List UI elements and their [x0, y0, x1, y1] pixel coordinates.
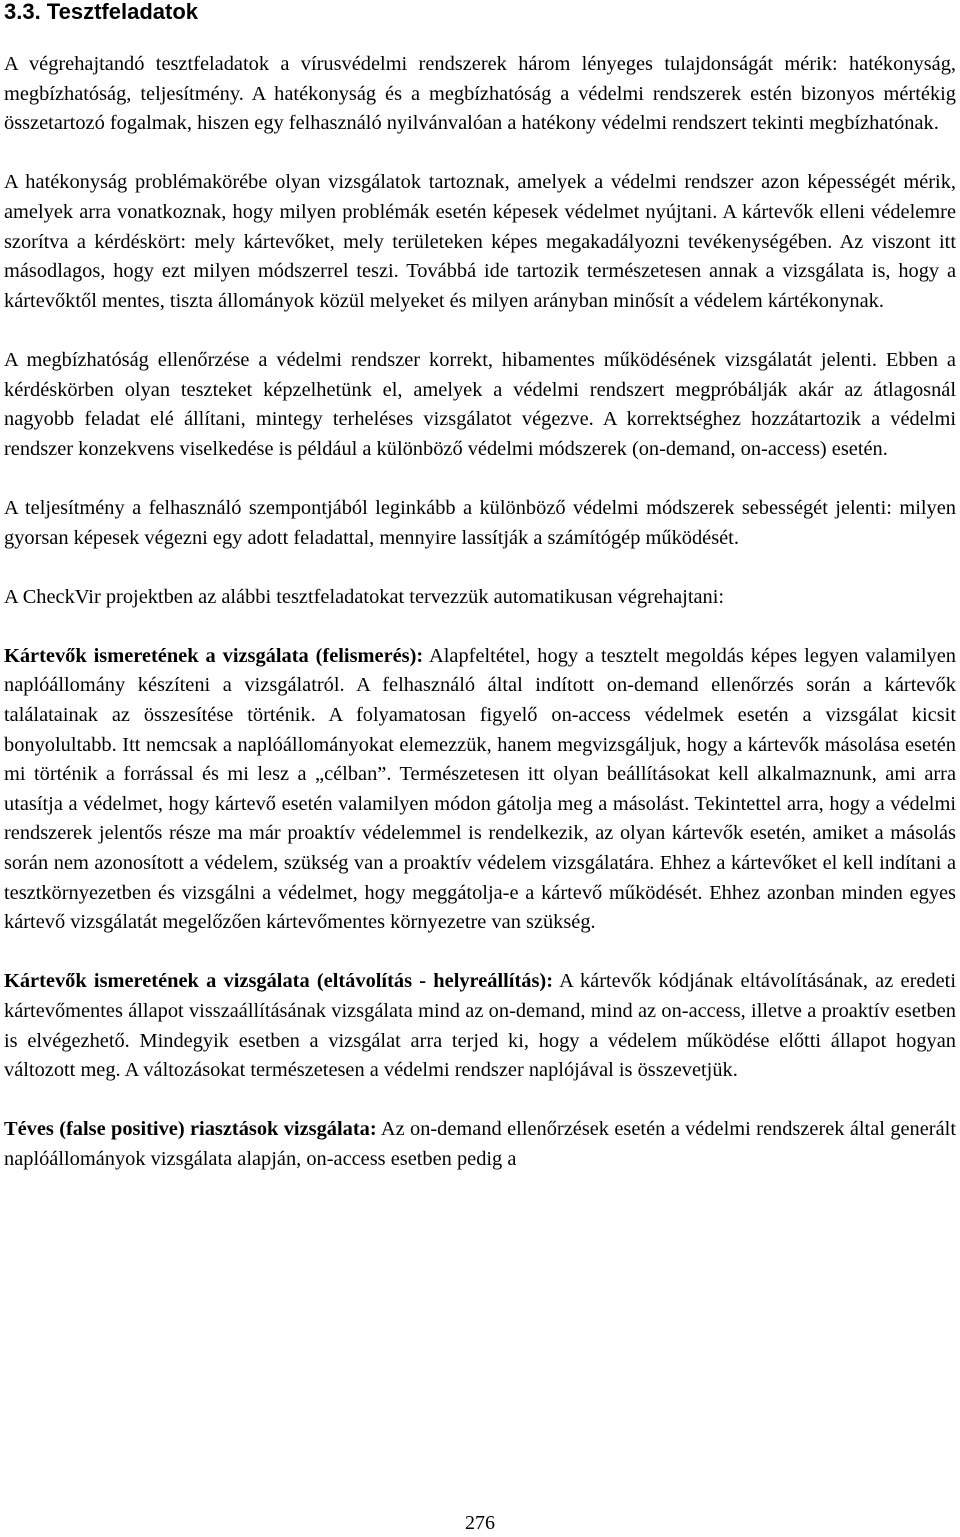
paragraph-eltavolitas: [4, 967, 956, 1085]
paragraph-text: A hatékonyság problémakörébe olyan vizsgálatok tartoznak, amelyek a védelmi rendszer azon képességét mérik, amelyek arra vonatkoznak, hogy milyen problémák esetén képesek védelmet nyújtani. A kártevők elleni védelemre szorítva a kérdéskört: mely kártevőket, mely területeken képes megakadályozni tevékenységében. Az viszont itt másodlagos, hogy ezt milyen módszerrel teszi. Továbbá ide tartozik természetesen annak a vizsgálata is, hogy a kártevőktől mentes, tiszta állományok közül melyeket és milyen arányban minősít a védelem kártékonynak.: [4, 171, 956, 312]
paragraph-hatekonysag: [4, 168, 956, 316]
paragraph-text: A kártevők kódjának eltávolításának, az eredeti kártevőmentes állapot visszaállításának vizsgálata mind az on-demand, mind az on-access, illetve a proaktív esetben is elvégezhető. Mindegyik esetben a vizsgálat arra terjed ki, hogy a védelem működése előtti állapot hogyan változott meg. A változásokat természetesen a védelmi rendszer naplójával is összevetjük.: [4, 970, 956, 1082]
paragraph-false-positive: [4, 1115, 956, 1174]
paragraph-text: A teljesítmény a felhasználó szempontjából leginkább a különböző védelmi módszerek sebességét jelenti: milyen gyorsan képesek végezni egy adott feladattal, mennyire lassítják a számítógép működését.: [4, 496, 956, 549]
paragraph-felismeres: [4, 642, 956, 938]
paragraph-intro: [4, 50, 956, 139]
section-title: 3.3. Tesztfeladatok: [4, 0, 198, 24]
paragraph-checkvir: [4, 583, 956, 613]
paragraph-text: Alapfeltétel, hogy a tesztelt megoldás képes legyen valamilyen naplóállomány készíteni a vizsgálatról. A felhasználó által indított on-demand ellenőrzés során a kártevők találatainak az összesítése történik. A folyamatosan figyelő on-access védelmek esetén a vizsgálat kicsit bonyolultabb. Itt nemcsak a naplóállományokat elemezzük, hanem megvizsgáljuk, hogy a kártevők másolása esetén mi történik a forrással és mi lesz a „célban”. Természetesen itt olyan beállításokat kell alkalmaznunk, ami arra utasítja a védelmet, hogy kártevő esetén valamilyen módon gátolja meg a másolást. Tekintettel arra, hogy a védelmi rendszerek jelentős része ma már proaktív védelemmel is rendelkezik, az olyan kártevők esetén, amiket a másolás során nem azonosított a védelem, szükség van a proaktív védelem vizsgálatára. Ehhez a kártevőket el kell indítani a tesztkörnyezetben és vizsgálni a védelmet, hogy meggátolja-e a kártevő működését. Ehhez azonban minden egyes kártevő vizsgálatát megelőzően kártevőmentes környezetre van szükség.: [4, 644, 957, 934]
document-page: [4, 0, 956, 1175]
paragraph-text: A megbízhatóság ellenőrzése a védelmi rendszer korrekt, hibamentes működésének vizsgálatát jelenti. Ebben a kérdéskörben olyan teszteket képzelhetünk el, amelyek a védelmi rendszert megpróbálják akár az átlagosnál nagyobb feladat elé állítani, mintegy terheléses vizsgálatot végezve. A korrektséghez hozzátartozik a védelmi rendszer konzekvens viselkedése is például a különböző védelmi módszerek (on-demand, on-access) esetén.: [4, 348, 956, 460]
paragraph-text: A végrehajtandó tesztfeladatok a vírusvédelmi rendszerek három lényeges tulajdonságát mérik: hatékonyság, megbízhatóság, teljesítmény. A hatékonyság és a megbízhatóság a védelmi rendszerek estén bizonyos mértékig összetartozó fogalmak, hiszen egy felhasználó nyilvánvalóan a hatékony védelmi rendszert tekinti megbízhatónak.: [4, 53, 956, 135]
paragraph-text: A CheckVir projektben az alábbi tesztfeladatokat tervezzük automatikusan végrehajtani:: [4, 585, 725, 608]
page-number: 276: [465, 1512, 495, 1534]
paragraph-lead: Téves (false positive) riasztások vizsgálata:: [4, 1118, 377, 1141]
paragraph-teljesitmeny: [4, 494, 956, 553]
paragraph-text: Az on-demand ellenőrzések esetén a védelmi rendszerek által generált naplóállományok vizsgálata alapján, on-access esetben pedig a: [4, 1118, 956, 1170]
paragraph-megbizhatosag: [4, 346, 956, 464]
paragraph-lead: Kártevők ismeretének a vizsgálata (eltávolítás - helyreállítás):: [4, 970, 553, 993]
paragraph-lead: Kártevők ismeretének a vizsgálata (felismerés):: [4, 644, 424, 667]
